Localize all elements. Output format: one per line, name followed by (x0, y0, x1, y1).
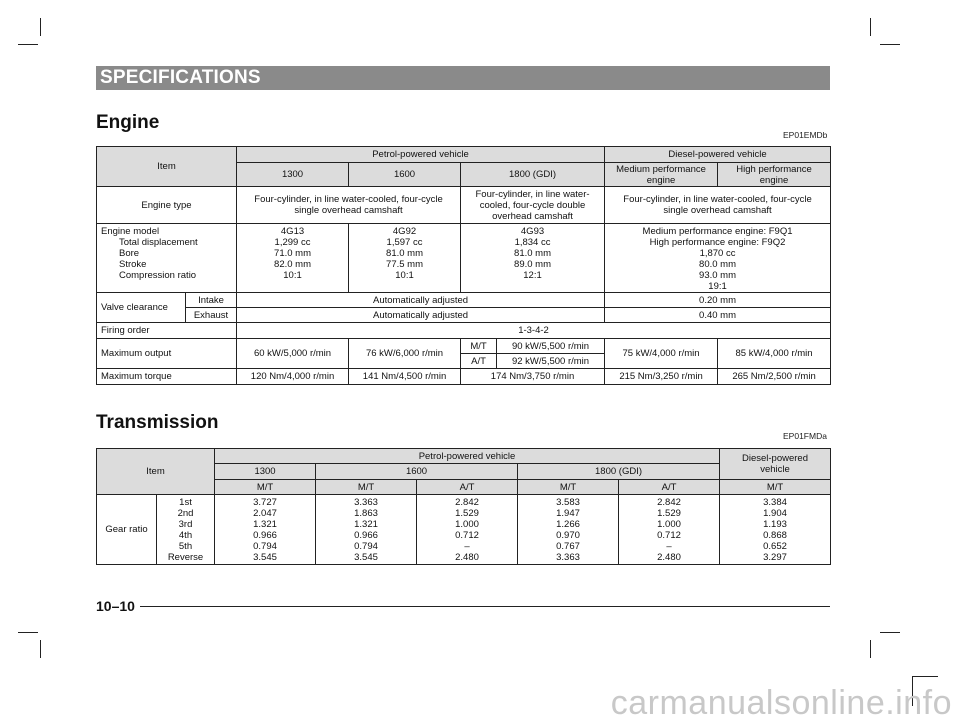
transmission-section-code: EP01FMDa (783, 431, 827, 441)
transmission-section-title: Transmission (96, 412, 219, 433)
item-header: Item (97, 147, 237, 187)
trans-1800-at-header: A/T (619, 480, 720, 495)
max-torque-1300: 120 Nm/4,000 r/min (237, 369, 349, 385)
gear-ratio-label: Gear ratio (97, 495, 157, 565)
output-at-value: 92 kW/5,500 r/min (497, 354, 605, 369)
trans-1600-at-header: A/T (417, 480, 518, 495)
firing-order-value: 1-3-4-2 (237, 323, 831, 339)
trans-col-1300: 1300 (215, 464, 316, 480)
engine-model-label: Engine model (101, 226, 160, 237)
ratio-1600-mt: 3.363 1.863 1.321 0.966 0.794 3.545 (316, 495, 417, 565)
output-at-label: A/T (461, 354, 497, 369)
trans-diesel-mt-header: M/T (720, 480, 831, 495)
engine-type-label: Engine type (97, 187, 237, 224)
max-torque-1800: 174 Nm/3,750 r/min (461, 369, 605, 385)
trans-item-header: Item (97, 449, 215, 495)
col-header-1300: 1300 (237, 163, 349, 187)
crop-mark (880, 632, 900, 633)
intake-label: Intake (186, 293, 237, 308)
exhaust-diesel-value: 0.40 mm (605, 308, 831, 323)
col-header-medium: Medium performance engine (605, 163, 718, 187)
diesel-header: Diesel-powered vehicle (605, 147, 831, 163)
petrol-header: Petrol-powered vehicle (237, 147, 605, 163)
col-header-high: High performance engine (718, 163, 831, 187)
engine-section-title: Engine (96, 112, 160, 133)
crop-mark (912, 676, 938, 677)
max-torque-medium: 215 Nm/3,250 r/min (605, 369, 718, 385)
col-header-1800: 1800 (GDI) (461, 163, 605, 187)
compression-ratio-label: Compression ratio (119, 270, 197, 281)
engine-model-1800: 4G93 1,834 cc 81.0 mm 89.0 mm 12:1 (461, 224, 605, 293)
firing-order-label: Firing order (97, 323, 237, 339)
max-output-1600: 76 kW/6,000 r/min (349, 339, 461, 369)
crop-mark (870, 18, 871, 36)
page-number: 10–10 (96, 598, 135, 614)
section-header-title: SPECIFICATIONS (100, 67, 261, 88)
crop-mark (18, 632, 38, 633)
crop-mark (40, 18, 41, 36)
intake-diesel-value: 0.20 mm (605, 293, 831, 308)
trans-1800-mt-header: M/T (518, 480, 619, 495)
crop-mark (870, 640, 871, 658)
ratio-1800-at: 2.842 1.529 1.000 0.712 – 2.480 (619, 495, 720, 565)
trans-col-1600: 1600 (316, 464, 518, 480)
col-header-1600: 1600 (349, 163, 461, 187)
engine-type-1300-1600: Four-cylinder, in line water-cooled, four-cycle single overhead camshaft (237, 187, 461, 224)
engine-model-1600: 4G92 1,597 cc 81.0 mm 77.5 mm 10:1 (349, 224, 461, 293)
engine-model-labels (97, 224, 237, 293)
crop-mark (40, 640, 41, 658)
ratio-1600-at: 2.842 1.529 1.000 0.712 – 2.480 (417, 495, 518, 565)
engine-spec-table (96, 146, 831, 385)
bore-label: Bore (119, 248, 140, 259)
crop-mark (18, 44, 38, 45)
engine-section-code: EP01EMDb (783, 130, 828, 140)
intake-petrol-value: Automatically adjusted (237, 293, 605, 308)
crop-mark (880, 44, 900, 45)
transmission-spec-table (96, 448, 831, 565)
gear-names: 1st 2nd 3rd 4th 5th Reverse (157, 495, 215, 565)
exhaust-petrol-value: Automatically adjusted (237, 308, 605, 323)
max-torque-label: Maximum torque (97, 369, 237, 385)
total-displacement-label: Total displacement (119, 237, 198, 248)
max-output-1300: 60 kW/5,000 r/min (237, 339, 349, 369)
max-torque-1600: 141 Nm/4,500 r/min (349, 369, 461, 385)
trans-petrol-header: Petrol-powered vehicle (215, 449, 720, 464)
section-header-bar (96, 66, 830, 90)
max-output-medium: 75 kW/4,000 r/min (605, 339, 718, 369)
max-output-high: 85 kW/4,000 r/min (718, 339, 831, 369)
valve-clearance-label: Valve clearance (97, 293, 186, 323)
max-output-label: Maximum output (97, 339, 237, 369)
ratio-1800-mt: 3.583 1.947 1.266 0.970 0.767 3.363 (518, 495, 619, 565)
output-mt-label: M/T (461, 339, 497, 354)
trans-diesel-header: Diesel-powered vehicle (720, 449, 831, 480)
trans-1600-mt-header: M/T (316, 480, 417, 495)
max-torque-high: 265 Nm/2,500 r/min (718, 369, 831, 385)
trans-col-1800: 1800 (GDI) (518, 464, 720, 480)
engine-model-1300: 4G13 1,299 cc 71.0 mm 82.0 mm 10:1 (237, 224, 349, 293)
watermark-text: carmanualsonline.info (610, 684, 952, 722)
engine-model-diesel: Medium performance engine: F9Q1 High performance engine: F9Q2 1,870 cc 80.0 mm 93.0 mm 19:1 (605, 224, 831, 293)
ratio-diesel-mt: 3.384 1.904 1.193 0.868 0.652 3.297 (720, 495, 831, 565)
footer-rule (140, 606, 830, 607)
engine-type-1800: Four-cylinder, in line water- cooled, four-cycle double overhead camshaft (461, 187, 605, 224)
output-mt-value: 90 kW/5,500 r/min (497, 339, 605, 354)
stroke-label: Stroke (119, 259, 147, 270)
ratio-1300-mt: 3.727 2.047 1.321 0.966 0.794 3.545 (215, 495, 316, 565)
trans-1300-mt-header: M/T (215, 480, 316, 495)
engine-type-diesel: Four-cylinder, in line water-cooled, four-cycle single overhead camshaft (605, 187, 831, 224)
exhaust-label: Exhaust (186, 308, 237, 323)
